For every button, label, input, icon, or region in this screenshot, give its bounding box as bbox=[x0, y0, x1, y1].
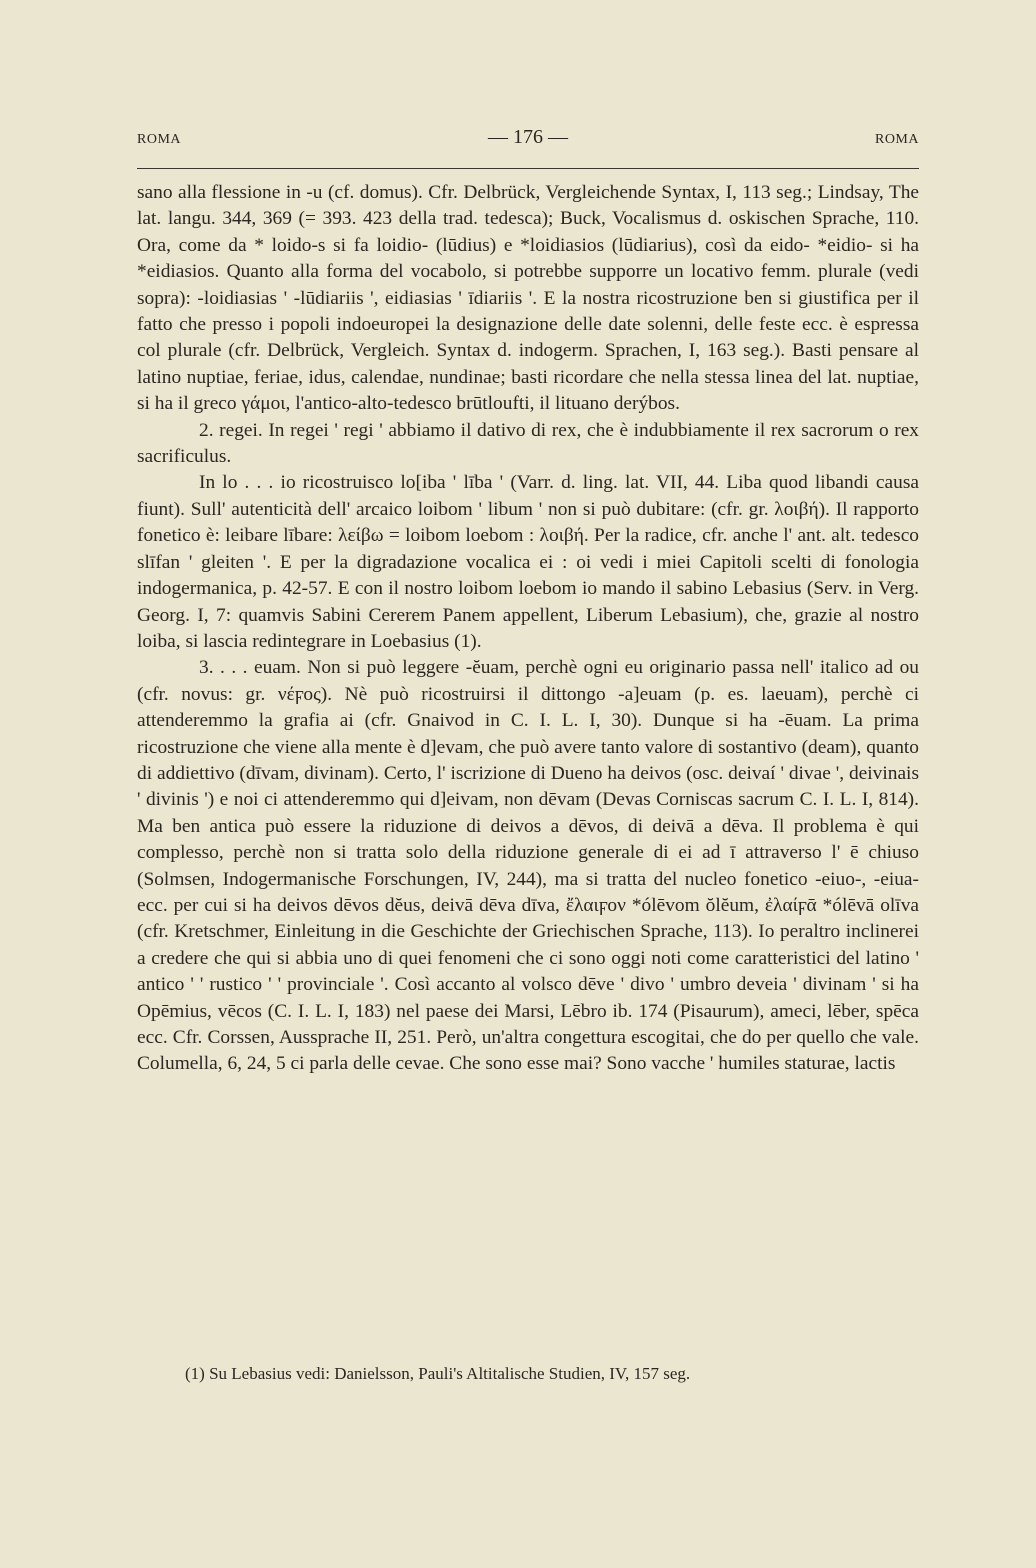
header-rule bbox=[137, 168, 919, 169]
footnote-1: (1) Su Lebasius vedi: Danielsson, Pauli's Altitalische Studien, IV, 157 seg. bbox=[185, 1364, 691, 1383]
header-right-title: ROMA bbox=[874, 132, 919, 147]
paragraph-4: 3. . . . euam. Non si può leggere -ĕuam, perchè ogni eu originario passa nell' italico ad ou (cfr. novus: gr. νέϝος). Nè può ricostruirsi il dittongo -a]euam (p. es. laeuam), perchè ci attenderemmo la grafia ai (cfr. Gnaivod in C. I. L. I, 30). Dunque si ha -ēuam. La prima ricostruzione che viene alla mente è d]evam, che può avere tanto valore di sostantivo (deam), quanto di addiettivo (dīvam, divinam). Certo, l' iscrizione di Dueno ha deivos (osc. deivaí ' divae ', deivinais ' divinis ') e noi ci attenderemmo qui d]eivam, non dēvam (Devas Corniscas sacrum C. I. L. I, 814). Ma ben antica può essere la riduzione di deivos a dēvos, di deivā a dēva. Il problema è qui complesso, perchè non si tratta solo della riduzione generale di ei ad ī attraverso l' ē chiuso (Solmsen, Indogermanische Forschungen, IV, 244), ma si tratta del nucleo fonetico -eiuo-, -eiua- ecc. per cui si ha deivos dēvos dĕus, deivā dēva dīva, ἔλαιϝον *ólēvom ŏlĕum, ἐλαίϝᾱ *ólēvā olīva (cfr. Kretschmer, Einleitung in die Geschichte der Griechischen Sprache, 113). Io peraltro inclinerei a credere che qui si abbia uno di quei fenomeni che ci sono oggi noti come caratteristici del latino ' antico ' ' rustico ' ' provinciale '. Così accanto al volsco dēve ' divo ' umbro deveia ' divinam ' si ha Opēmius, vēcos (C. I. L. I, 183) nel paese dei Marsi, Lēbro ib. 174 (Pisaurum), ameci, lēber, spēca ecc. Cfr. Corssen, Aussprache II, 251. Però, un'altra congettura escogitai, che do per quello che vale. Columella, 6, 24, 5 ci parla delle cevae. Che sono esse mai? Sono vacche ' humiles staturae, lactis bbox=[137, 657, 919, 1075]
header-left-title: ROMA bbox=[137, 132, 182, 147]
main-text bbox=[137, 180, 919, 1078]
paragraph-1: sano alla flessione in -u (cf. domus). Cfr. Delbrück, Vergleichende Syntax, I, 113 seg.; Lindsay, The lat. langu. 344, 369 (= 393. 423 della trad. tedesca); Buck, Vocalismus d. oskischen Sprache, 110. Ora, come da * loido-s si fa loidio- (lūdius) e *loidiasios (lūdiarius), così da eido- *eidio- si ha *eidiasios. Quanto alla forma del vocabolo, si potrebbe supporre un locativo femm. plurale (vedi sopra): -loidiasias ' -lūdiariis ', eidiasias ' īdiariis '. E la nostra ricostruzione ben si giustifica per il fatto che presso i popoli indoeuropei la designazione delle date solenni, delle feste ecc. è espressa col plurale (cfr. Delbrück, Vergleich. Syntax d. indogerm. Sprachen, I, 163 seg.). Basti pensare al latino nuptiae, feriae, idus, calendae, nundinae; basti ricordare che nella stessa linea del lat. nuptiae, si ha il greco γάμοι, l'antico-alto-tedesco brūtloufti, il lituano derýbos. bbox=[137, 182, 919, 415]
running-header bbox=[137, 126, 919, 156]
paragraph-2: 2. regei. In regei ' regi ' abbiamo il dativo di rex, che è indubbiamente il rex sacrorum o rex sacrificulus. bbox=[137, 419, 919, 468]
page-number: — 176 — bbox=[488, 126, 568, 148]
paragraph-3: In lo . . . io ricostruisco lo[iba ' lība ' (Varr. d. ling. lat. VII, 44. Liba quod libandi causa fiunt). Sull' autenticità dell' arcaico loibom ' libum ' non si può dubitare: (cfr. gr. λοιβή). Il rapporto fonetico è: leibare lībare: λείβω = loibom loebom : λοιβή. Per la radice, cfr. anche l' ant. alt. tedesco slīfan ' gleiten '. E per la digradazione vocalica ei : oi vedi i miei Capitoli scelti di fonologia indogermanica, p. 42-57. E con il nostro loibom loebom io mando il sabino Lebasius (Serv. in Verg. Georg. I, 7: quamvis Sabini Cererem Panem appellent, Liberum Lebasium), che, grazie al nostro loiba, si lascia redintegrare in Loebasius (1). bbox=[137, 472, 919, 652]
footnotes bbox=[137, 1362, 919, 1386]
